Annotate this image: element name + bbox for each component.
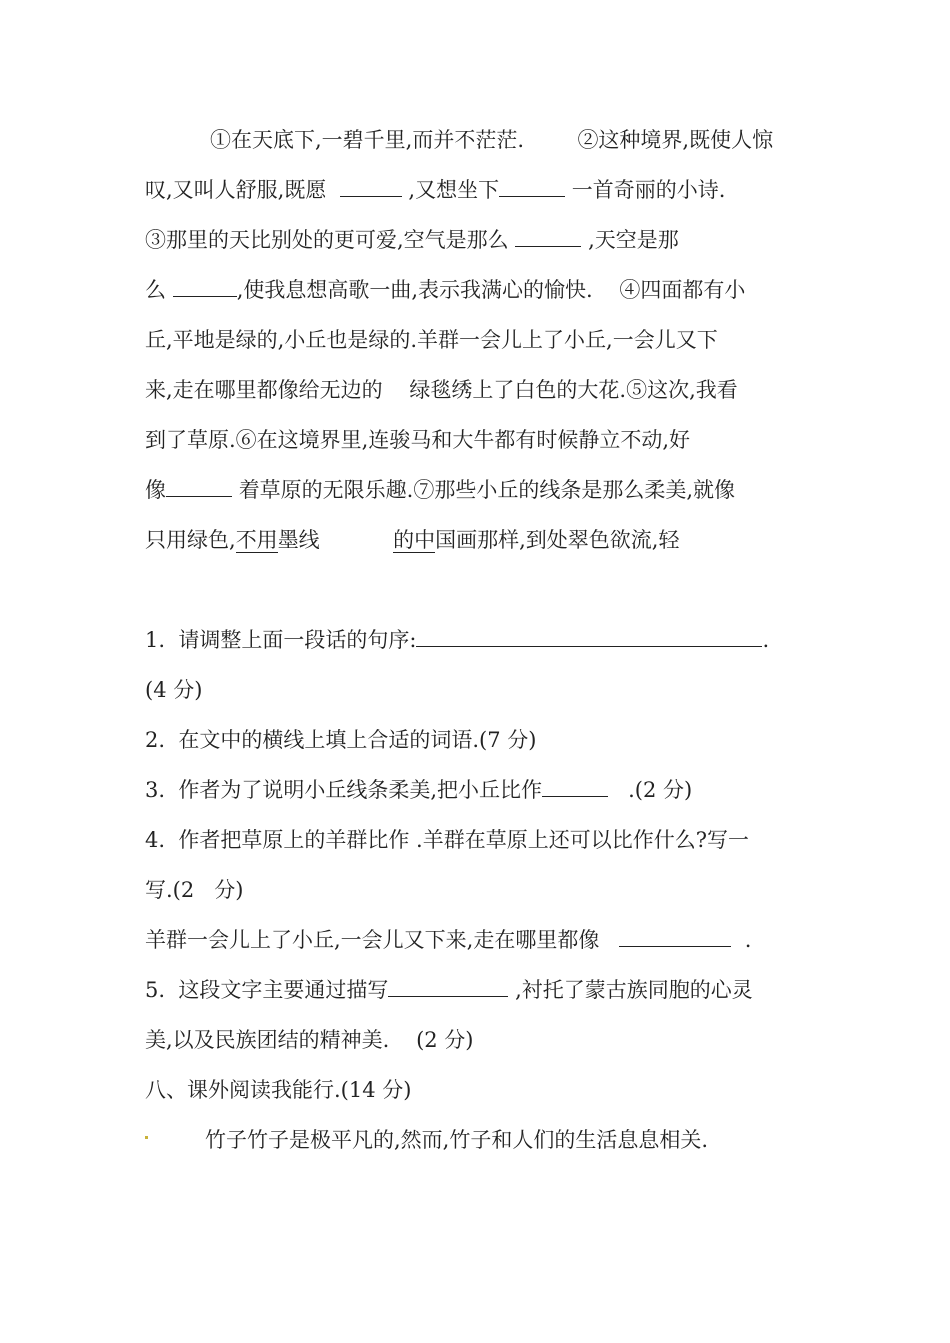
passage-line-5: 丘,平地是绿的,小丘也是绿的.羊群一会儿上了小丘,一会儿又下: [145, 328, 718, 352]
question-5-cont: 美,以及民族团结的精神美. (2 分): [145, 1028, 474, 1052]
decorative-dot: [145, 1136, 148, 1139]
answer-blank[interactable]: [542, 778, 608, 797]
question-4: 4. 作者把草原上的羊群比作 .羊群在草原上还可以比作什么?写一: [145, 828, 749, 852]
question-2: 2. 在文中的横线上填上合适的词语.(7 分): [145, 728, 537, 752]
question-1: 1. 请调整上面一段话的句序: .: [145, 628, 770, 652]
question-4-score: 写.(2 分): [145, 878, 244, 902]
fill-blank[interactable]: [340, 178, 402, 197]
passage-line-9: 只用绿色,不用墨线 的中国画那样,到处翠色欲流,轻: [145, 528, 680, 552]
answer-blank[interactable]: [416, 628, 762, 647]
passage-line-1: ①在天底下,一碧千里,而并不茫茫. ②这种境界,既使人惊: [210, 128, 774, 152]
passage-line-7: 到了草原.⑥在这境界里,连骏马和大牛都有时候静立不动,好: [145, 428, 691, 452]
section-8-first-line: 竹子竹子是极平凡的,然而,竹子和人们的生活息息相关.: [205, 1128, 709, 1152]
fill-blank[interactable]: [166, 478, 232, 497]
passage-line-2: 叹,又叫人舒服,既愿 ,又想坐下 一首奇丽的小诗.: [145, 178, 726, 202]
fill-blank[interactable]: [515, 228, 581, 247]
passage-line-3: ③那里的天比别处的更可爱,空气是那么 ,天空是那: [145, 228, 679, 252]
answer-blank[interactable]: [388, 978, 508, 997]
question-1-score: (4 分): [145, 678, 203, 702]
passage-line-4: 么 ,使我息想高歌一曲,表示我满心的愉快. ④四面都有小: [145, 278, 746, 302]
question-4-fill: 羊群一会儿上了小丘,一会儿又下来,走在哪里都像 .: [145, 928, 752, 952]
section-8-title: 八、课外阅读我能行.(14 分): [145, 1078, 412, 1102]
question-5: 5. 这段文字主要通过描写 ,衬托了蒙古族同胞的心灵: [145, 978, 753, 1002]
question-3: 3. 作者为了说明小丘线条柔美,把小丘比作 .(2 分): [145, 778, 693, 802]
fill-blank[interactable]: [173, 278, 237, 297]
fill-blank[interactable]: [499, 178, 565, 197]
passage-line-8: 像 着草原的无限乐趣.⑦那些小丘的线条是那么柔美,就像: [145, 478, 736, 502]
answer-blank[interactable]: [619, 928, 731, 947]
passage-line-6: 来,走在哪里都像给无边的 绿毯绣上了白色的大花.⑤这次,我看: [145, 378, 738, 402]
